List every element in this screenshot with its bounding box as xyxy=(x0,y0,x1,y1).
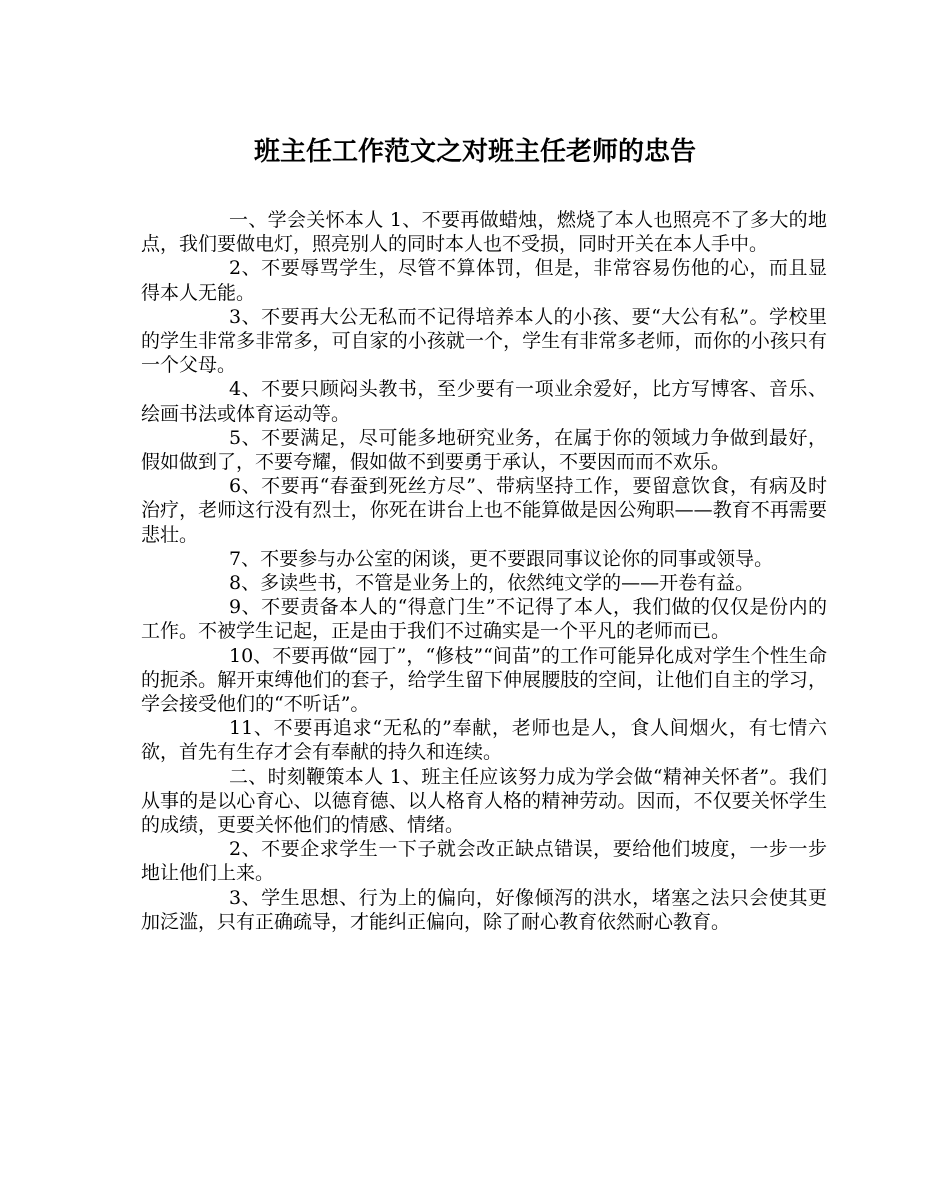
paragraph: 8、多读些书，不管是业务上的，依然纯文学的——开卷有益。 xyxy=(229,572,755,595)
paragraph: 9、不要责备本人的“得意门生”不记得了本人，我们做的仅仅是份内的工作。不被学生记起，正是由于我们不过确实是一个平凡的老师而已。 xyxy=(141,596,827,643)
paragraph: 一、学会关怀本人 1、不要再做蜡烛，燃烧了本人也照亮不了多大的地点，我们要做电灯，照亮别人的同时本人也不受损，同时开关在本人手中。 xyxy=(141,209,827,256)
paragraph: 4、不要只顾闷头教书，至少要有一项业余爱好，比方写博客、音乐、绘画书法或体育运动等。 xyxy=(141,378,827,425)
paragraph: 3、学生思想、行为上的偏向，好像倾泻的洪水，堵塞之法只会使其更加泛滥，只有正确疏导，才能纠正偏向，除了耐心教育依然耐心教育。 xyxy=(141,886,827,933)
paragraph: 5、不要满足，尽可能多地研究业务，在属于你的领域力争做到最好，假如做到了，不要夸耀，假如做不到要勇于承认，不要因而而不欢乐。 xyxy=(141,426,827,474)
document-title: 班主任工作范文之对班主任老师的忠告 xyxy=(253,137,696,167)
paragraph: 2、不要辱骂学生，尽管不算体罚，但是，非常容易伤他的心，而且显得本人无能。 xyxy=(141,257,827,304)
paragraph: 6、不要再“春蚕到死丝方尽”、带病坚持工作，要留意饮食，有病及时治疗，老师这行没有烈士，你死在讲台上也不能算做是因公殉职——教育不再需要悲壮。 xyxy=(141,475,827,546)
paragraph: 11、不要再追求“无私的”奉献，老师也是人，食人间烟火，有七情六欲，首先有生存才会有奉献的持久和连续。 xyxy=(141,717,827,764)
paragraph: 3、不要再大公无私而不记得培养本人的小孩、要“大公有私”。学校里的学生非常多非常多，可自家的小孩就一个，学生有非常多老师，而你的小孩只有一个父母。 xyxy=(141,305,827,377)
document-body xyxy=(141,208,827,934)
paragraph: 10、不要再做“园丁”，“修枝”“间苗”的工作可能异化成对学生个性生命的扼杀。解开束缚他们的套子，给学生留下伸展腰肢的空间，让他们自主的学习，学会接受他们的“不听话”。 xyxy=(141,644,827,716)
paragraph: 二、时刻鞭策本人 1、班主任应该努力成为学会做“精神关怀者”。我们从事的是以心育心、以德育德、以人格育人格的精神劳动。因而，不仅要关怀学生的成绩，更要关怀他们的情感、情绪。 xyxy=(141,765,827,837)
paragraph: 2、不要企求学生一下子就会改正缺点错误，要给他们坡度，一步一步地让他们上来。 xyxy=(141,838,827,885)
paragraph: 7、不要参与办公室的闲谈，更不要跟同事议论你的同事或领导。 xyxy=(229,547,774,570)
